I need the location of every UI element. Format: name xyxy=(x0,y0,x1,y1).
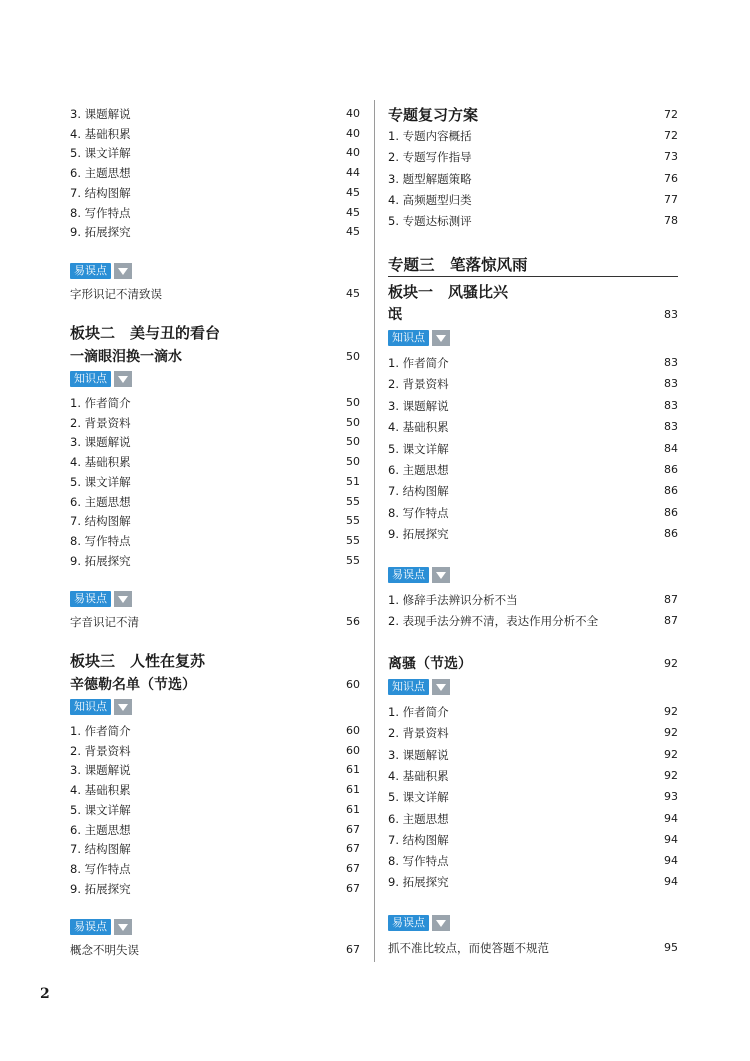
toc-item[interactable] xyxy=(388,745,678,765)
entry-title: 4. 高频题型归类 xyxy=(388,192,472,207)
entry-page: 45 xyxy=(346,287,360,300)
triangle-down-icon xyxy=(114,919,132,935)
toc-item[interactable] xyxy=(70,800,360,820)
page-number: 2 xyxy=(40,986,50,1002)
entry-page: 50 xyxy=(346,396,360,409)
toc-item[interactable] xyxy=(388,723,678,743)
tag-label: 易误点 xyxy=(70,919,111,935)
toc-item[interactable] xyxy=(70,820,360,840)
heading-text: 一滴眼泪换一滴水 xyxy=(70,349,182,365)
entry-title: 7. 结构图解 xyxy=(70,185,131,200)
entry-title: 字形识记不清致误 xyxy=(70,287,162,301)
toc-item[interactable] xyxy=(388,590,678,610)
entry-page: 87 xyxy=(664,614,678,628)
entry-page: 45 xyxy=(346,205,360,219)
toc-item[interactable] xyxy=(70,452,360,472)
knowledge-tag xyxy=(388,330,450,346)
triangle-down-icon xyxy=(114,699,132,715)
toc-item[interactable] xyxy=(70,551,360,571)
entry-title: 4. 基础积累 xyxy=(388,768,449,783)
toc-item[interactable] xyxy=(388,169,678,189)
tag-label: 知识点 xyxy=(388,330,429,346)
toc-item[interactable] xyxy=(388,766,678,786)
toc-item[interactable] xyxy=(388,126,678,146)
entry-title: 2. 背景资料 xyxy=(388,726,449,741)
entry-page: 51 xyxy=(346,474,360,488)
entry-title: 1. 作者简介 xyxy=(388,705,449,719)
entry-page: 92 xyxy=(664,768,678,782)
entry-page: 50 xyxy=(346,435,360,449)
toc-item[interactable] xyxy=(388,460,678,480)
entry-title: 1. 作者简介 xyxy=(70,724,131,738)
entry-page: 94 xyxy=(664,811,678,825)
heading-page: 60 xyxy=(346,678,360,691)
heading-page: 72 xyxy=(664,108,678,121)
entry-title: 5. 专题达标测评 xyxy=(388,214,472,229)
entry-page: 55 xyxy=(346,533,360,547)
heading-text: 板块一 风骚比兴 xyxy=(388,283,509,301)
toc-item[interactable] xyxy=(70,492,360,512)
lesson-heading[interactable] xyxy=(70,347,360,367)
toc-item[interactable] xyxy=(388,396,678,416)
entry-title: 2. 专题写作指导 xyxy=(388,150,472,165)
entry-title: 1. 作者简介 xyxy=(70,396,131,410)
entry-title: 5. 课文详解 xyxy=(70,474,131,489)
entry-page: 86 xyxy=(664,484,678,498)
entry-page: 60 xyxy=(346,724,360,737)
heading-text: 氓 xyxy=(388,307,402,323)
triangle-down-icon xyxy=(432,330,450,346)
toc-item[interactable] xyxy=(388,787,678,807)
entry-page: 83 xyxy=(664,356,678,369)
entry-title: 7. 结构图解 xyxy=(388,832,449,847)
toc-item[interactable] xyxy=(388,611,678,631)
entry-page: 55 xyxy=(346,553,360,567)
tag-label: 知识点 xyxy=(388,679,429,695)
entry-title: 6. 主题思想 xyxy=(70,166,131,181)
entry-page: 92 xyxy=(664,705,678,718)
entry-page: 45 xyxy=(346,225,360,239)
entry-page: 60 xyxy=(346,743,360,757)
entry-page: 83 xyxy=(664,398,678,412)
entry-page: 92 xyxy=(664,747,678,761)
toc-item[interactable] xyxy=(70,393,360,413)
toc-item[interactable] xyxy=(70,531,360,551)
entry-page: 72 xyxy=(664,129,678,142)
entry-page: 40 xyxy=(346,146,360,160)
entry-title: 4. 基础积累 xyxy=(388,420,449,435)
entry-page: 40 xyxy=(346,126,360,140)
entry-page: 76 xyxy=(664,171,678,185)
entry-title: 3. 题型解题策略 xyxy=(388,171,472,186)
entry-title: 7. 结构图解 xyxy=(70,842,131,857)
toc-item[interactable] xyxy=(70,203,360,223)
error-tag xyxy=(388,915,450,931)
knowledge-tag xyxy=(388,679,450,695)
triangle-down-icon xyxy=(114,591,132,607)
lesson-heading[interactable] xyxy=(388,305,678,325)
entry-title: 5. 课文详解 xyxy=(70,146,131,161)
entry-title: 7. 结构图解 xyxy=(70,514,131,529)
tag-label: 易误点 xyxy=(70,263,111,279)
entry-page: 94 xyxy=(664,832,678,846)
heading-text: 板块二 美与丑的看台 xyxy=(70,324,221,342)
entry-title: 抓不准比较点，而使答题不规范 xyxy=(388,941,549,955)
toc-item[interactable] xyxy=(388,503,678,523)
toc-item[interactable] xyxy=(388,851,678,871)
toc-item[interactable] xyxy=(70,432,360,452)
entry-page: 86 xyxy=(664,463,678,476)
entry-title: 1. 专题内容概括 xyxy=(388,129,472,143)
toc-item[interactable] xyxy=(70,222,360,242)
entry-title: 6. 主题思想 xyxy=(388,811,449,826)
entry-page: 73 xyxy=(664,150,678,164)
entry-title: 6. 主题思想 xyxy=(388,463,449,477)
toc-item[interactable] xyxy=(70,143,360,163)
toc-item[interactable] xyxy=(388,872,678,892)
toc-item[interactable] xyxy=(70,472,360,492)
entry-page: 61 xyxy=(346,802,360,816)
toc-item[interactable] xyxy=(70,124,360,144)
entry-page: 67 xyxy=(346,881,360,895)
heading-text: 专题复习方案 xyxy=(388,106,479,124)
entry-page: 86 xyxy=(664,505,678,519)
tag-label: 易误点 xyxy=(388,915,429,931)
entry-page: 61 xyxy=(346,783,360,797)
column-divider xyxy=(374,100,375,962)
entry-title: 4. 基础积累 xyxy=(70,455,131,470)
heading-text: 辛德勒名单（节选） xyxy=(70,677,196,693)
heading-page: 83 xyxy=(664,308,678,321)
toc-item[interactable] xyxy=(70,721,360,741)
heading-page: 50 xyxy=(346,350,360,363)
entry-page: 55 xyxy=(346,514,360,528)
toc-item[interactable] xyxy=(70,741,360,761)
entry-page: 93 xyxy=(664,790,678,804)
entry-title: 9. 拓展探究 xyxy=(70,881,131,896)
error-item[interactable] xyxy=(70,612,360,632)
entry-page: 67 xyxy=(346,861,360,875)
toc-item[interactable] xyxy=(388,524,678,544)
entry-page: 84 xyxy=(664,441,678,455)
error-item[interactable] xyxy=(70,284,360,304)
entry-title: 2. 背景资料 xyxy=(70,415,131,430)
triangle-down-icon xyxy=(432,679,450,695)
toc-item[interactable] xyxy=(388,481,678,501)
toc-item[interactable] xyxy=(70,760,360,780)
entry-title: 8. 写作特点 xyxy=(70,861,131,876)
entry-title: 2. 表现手法分辨不清，表达作用分析不全 xyxy=(388,614,599,629)
knowledge-tag xyxy=(70,371,132,387)
entry-title: 5. 课文详解 xyxy=(70,802,131,817)
toc-item[interactable] xyxy=(70,163,360,183)
entry-page: 45 xyxy=(346,185,360,199)
error-item[interactable] xyxy=(388,938,678,958)
toc-item[interactable] xyxy=(388,809,678,829)
lesson-heading[interactable] xyxy=(70,675,360,695)
entry-title: 8. 写作特点 xyxy=(70,533,131,548)
entry-page: 92 xyxy=(664,726,678,740)
entry-title: 1. 修辞手法辨识分析不当 xyxy=(388,593,518,607)
toc-item[interactable] xyxy=(70,859,360,879)
entry-page: 83 xyxy=(664,420,678,434)
toc-item[interactable] xyxy=(388,147,678,167)
toc-item[interactable] xyxy=(70,839,360,859)
entry-page: 55 xyxy=(346,494,360,508)
entry-title: 3. 课题解说 xyxy=(70,107,131,121)
triangle-down-icon xyxy=(432,567,450,583)
entry-title: 7. 结构图解 xyxy=(388,484,449,499)
entry-title: 9. 拓展探究 xyxy=(70,225,131,240)
entry-page: 56 xyxy=(346,615,360,628)
heading-text: 离骚（节选） xyxy=(388,656,472,672)
toc-item[interactable] xyxy=(388,211,678,231)
entry-title: 9. 拓展探究 xyxy=(388,875,449,890)
entry-title: 8. 写作特点 xyxy=(388,505,449,520)
entry-title: 5. 课文详解 xyxy=(388,790,449,805)
entry-page: 67 xyxy=(346,842,360,856)
section-heading[interactable] xyxy=(388,104,678,126)
entry-page: 83 xyxy=(664,377,678,391)
entry-page: 67 xyxy=(346,943,360,956)
entry-title: 9. 拓展探究 xyxy=(388,527,449,542)
triangle-down-icon xyxy=(114,371,132,387)
entry-title: 概念不明失误 xyxy=(70,943,139,957)
toc-item[interactable] xyxy=(70,511,360,531)
entry-page: 40 xyxy=(346,107,360,120)
entry-title: 8. 写作特点 xyxy=(388,854,449,869)
entry-page: 50 xyxy=(346,415,360,429)
triangle-down-icon xyxy=(114,263,132,279)
toc-item[interactable] xyxy=(388,190,678,210)
entry-page: 87 xyxy=(664,593,678,606)
block-heading[interactable] xyxy=(70,650,360,672)
entry-page: 86 xyxy=(664,527,678,541)
tag-label: 知识点 xyxy=(70,699,111,715)
error-tag xyxy=(70,919,132,935)
entry-title: 5. 课文详解 xyxy=(388,441,449,456)
toc-item[interactable] xyxy=(388,417,678,437)
entry-page: 94 xyxy=(664,875,678,889)
toc-item[interactable] xyxy=(388,439,678,459)
entry-page: 94 xyxy=(664,854,678,868)
entry-page: 50 xyxy=(346,455,360,469)
entry-title: 6. 主题思想 xyxy=(70,494,131,509)
entry-title: 3. 课题解说 xyxy=(388,398,449,413)
entry-title: 8. 写作特点 xyxy=(70,205,131,220)
toc-item[interactable] xyxy=(70,780,360,800)
entry-title: 3. 课题解说 xyxy=(70,763,131,778)
toc-item[interactable] xyxy=(70,413,360,433)
entry-page: 95 xyxy=(664,941,678,954)
entry-title: 3. 课题解说 xyxy=(388,747,449,762)
entry-title: 字音识记不清 xyxy=(70,615,139,629)
error-tag xyxy=(388,567,450,583)
entry-page: 67 xyxy=(346,822,360,836)
heading-text: 板块三 人性在复苏 xyxy=(70,652,206,670)
entry-title: 4. 基础积累 xyxy=(70,126,131,141)
toc-item[interactable] xyxy=(388,374,678,394)
heading-page: 92 xyxy=(664,657,678,670)
tag-label: 知识点 xyxy=(70,371,111,387)
entry-page: 78 xyxy=(664,214,678,228)
topic-title: 专题三 笔落惊风雨 xyxy=(388,256,528,274)
entry-title: 2. 背景资料 xyxy=(388,377,449,392)
tag-label: 易误点 xyxy=(70,591,111,607)
tag-label: 易误点 xyxy=(388,567,429,583)
block-heading[interactable] xyxy=(388,281,678,303)
triangle-down-icon xyxy=(432,915,450,931)
toc-item[interactable] xyxy=(70,183,360,203)
entry-title: 2. 背景资料 xyxy=(70,743,131,758)
entry-title: 6. 主题思想 xyxy=(70,822,131,837)
lesson-heading[interactable] xyxy=(388,654,678,674)
error-item[interactable] xyxy=(70,940,360,960)
toc-item[interactable] xyxy=(388,830,678,850)
error-tag xyxy=(70,591,132,607)
entry-title: 3. 课题解说 xyxy=(70,435,131,450)
toc-item[interactable] xyxy=(388,353,678,373)
topic-heading[interactable] xyxy=(388,254,678,277)
toc-item[interactable] xyxy=(70,104,360,124)
entry-page: 61 xyxy=(346,763,360,777)
block-heading[interactable] xyxy=(70,322,360,344)
entry-page: 77 xyxy=(664,192,678,206)
entry-page: 44 xyxy=(346,166,360,180)
error-tag xyxy=(70,263,132,279)
toc-item[interactable] xyxy=(388,702,678,722)
entry-title: 4. 基础积累 xyxy=(70,783,131,798)
entry-title: 9. 拓展探究 xyxy=(70,553,131,568)
toc-item[interactable] xyxy=(70,879,360,899)
knowledge-tag xyxy=(70,699,132,715)
entry-title: 1. 作者简介 xyxy=(388,356,449,370)
